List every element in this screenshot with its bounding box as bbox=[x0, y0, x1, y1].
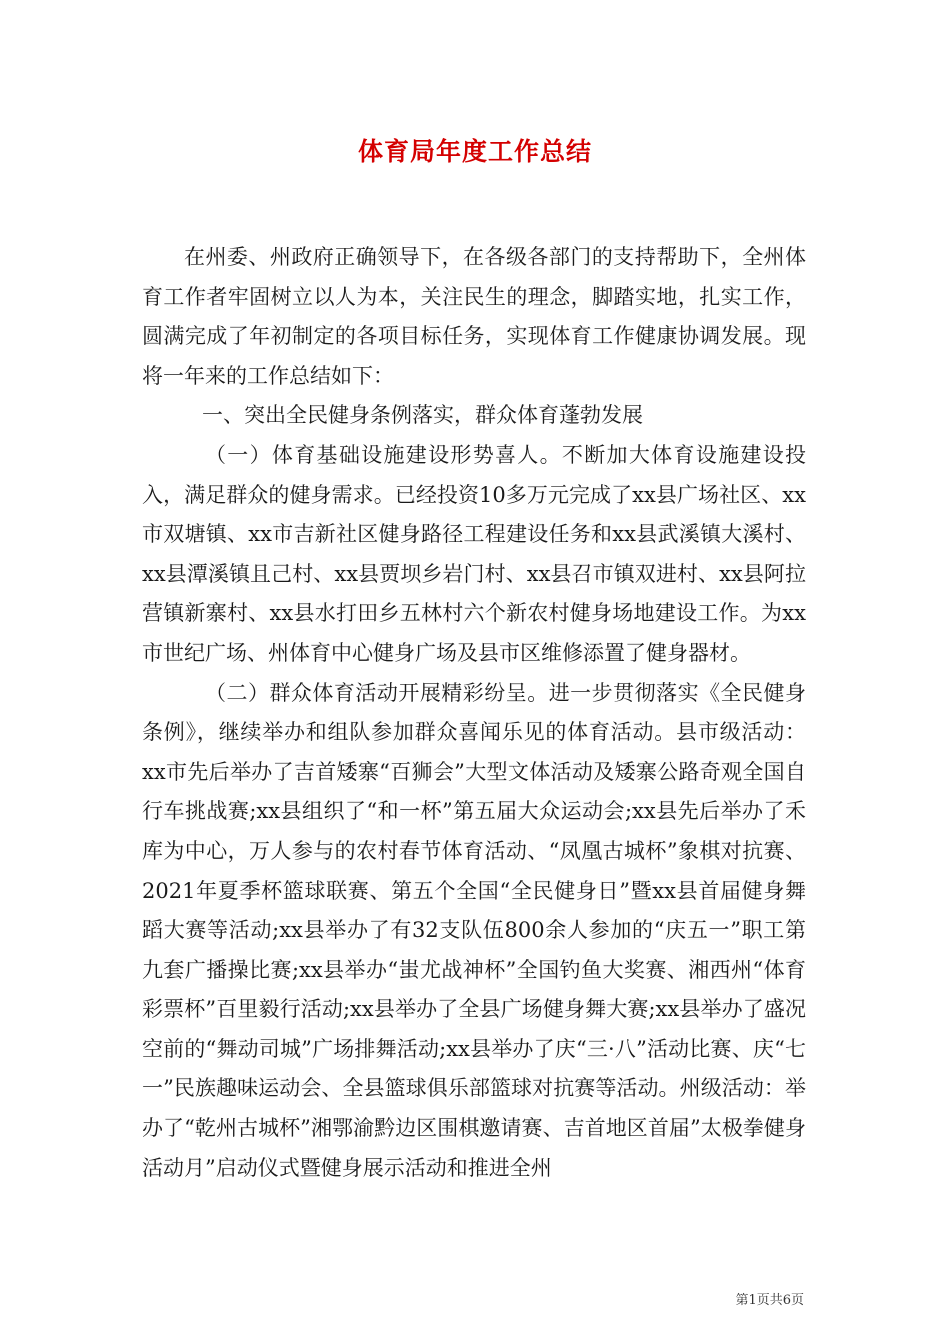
subsection-paragraph-2: （二）群众体育活动开展精彩纷呈。进一步贯彻落实《全民健身条例》，继续举办和组队参加群众喜闻乐见的体育活动。县市级活动：xx市先后举办了吉首矮寨“百狮会”大型文体活动及矮寨公路奇观全国自行车挑战赛;xx县组织了“和一杯”第五届大众运动会;xx县先后举办了禾库为中心，万人参与的农村春节体育活动、“凤凰古城杯”象棋对抗赛、2021年夏季杯篮球联赛、第五个全国“全民健身日”暨xx县首届健身舞蹈大赛等活动;xx县举办了有32支队伍800余人参加的“庆五一”职工第九套广播操比赛;xx县举办“蚩尤战神杯”全国钓鱼大奖赛、湘西州“体育彩票杯”百里毅行活动;xx县举办了全县广场健身舞大赛;xx县举办了盛况空前的“舞动司城”广场排舞活动;xx县举办了庆“三·八”活动比赛、庆“七一”民族趣味运动会、全县篮球俱乐部篮球对抗赛等活动。州级活动：举办了“乾州古城杯”湘鄂渝黔边区围棋邀请赛、吉首地区首届”太极拳健身活动月”启动仪式暨健身展示活动和推进全州 bbox=[142, 680, 806, 1180]
document-body bbox=[142, 238, 806, 1188]
intro-paragraph: 在州委、州政府正确领导下，在各级各部门的支持帮助下，全州体育工作者牢固树立以人为本，关注民生的理念，脚踏实地，扎实工作，圆满完成了年初制定的各项目标任务，实现体育工作健康协调发展。现将一年来的工作总结如下： bbox=[142, 245, 806, 388]
document-title: 体育局年度工作总结 bbox=[357, 137, 592, 166]
page-number: 第1页共6页 bbox=[735, 1293, 804, 1308]
section-heading-1: 一、突出全民健身条例落实，群众体育蓬勃发展 bbox=[202, 403, 643, 428]
subsection-paragraph-1: （一）体育基础设施建设形势喜人。不断加大体育设施建设投入，满足群众的健身需求。已经投资10多万元完成了xx县广场社区、xx市双塘镇、xx市吉新社区健身路径工程建设任务和xx县武溪镇大溪村、xx县潭溪镇且己村、xx县贾坝乡岩门村、xx县召市镇双进村、xx县阿拉营镇新寨村、xx县水打田乡五林村六个新农村健身场地建设工作。为xx市世纪广场、州体育中心健身广场及县市区维修添置了健身器材。 bbox=[142, 442, 806, 665]
